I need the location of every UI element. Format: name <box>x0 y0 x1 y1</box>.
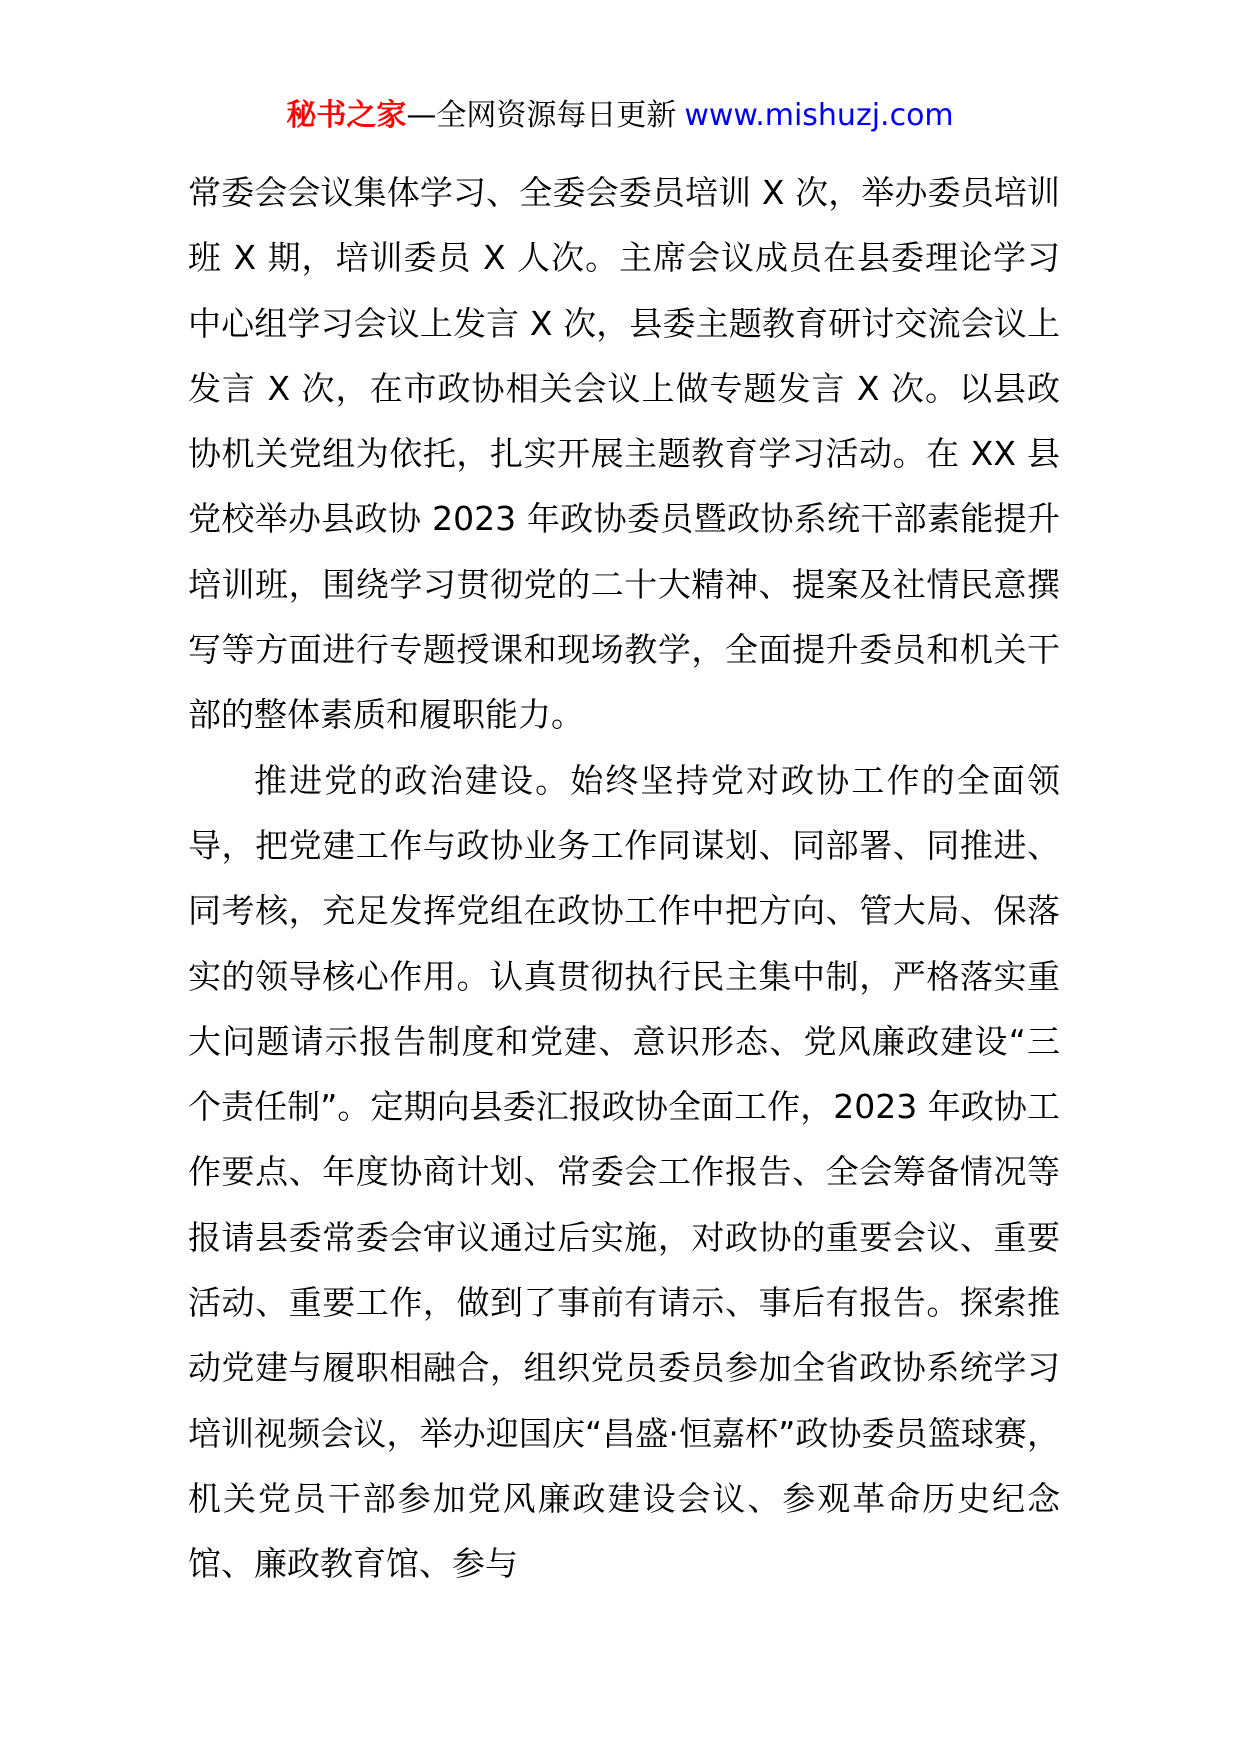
site-header <box>0 96 1240 136</box>
paragraph-party-political-building: 推进党的政治建设。始终坚持党对政协工作的全面领导，把党建工作与政协业务工作同谋划、同部署、同推进、同考核，充足发挥党组在政协工作中把方向、管大局、保落实的领导核心作用。认真贯彻执行民主集中制，严格落实重大问题请示报告制度和党建、意识形态、党风廉政建设“三个责任制”。定期向县委汇报政协全面工作，2023 年政协工作要点、年度协商计划、常委会工作报告、全会筹备情况等报请县委常委会审议通过后实施，对政协的重要会议、重要活动、重要工作，做到了事前有请示、事后有报告。探索推动党建与履职相融合，组织党员委员参加全省政协系统学习培训视频会议，举办迎国庆“昌盛·恒嘉杯”政协委员篮球赛，机关党员干部参加党风廉政建设会议、参观革命历史纪念馆、廉政教育馆、参与 <box>188 760 1060 1584</box>
site-slogan: —全网资源每日更新 <box>406 98 677 133</box>
site-brand: 秘书之家 <box>286 98 407 133</box>
site-url-link[interactable]: www.mishuzj.com <box>684 98 954 133</box>
paragraph-continued: 常委会会议集体学习、全委会委员培训 X 次，举办委员培训班 X 期，培训委员 X 人次。主席会议成员在县委理论学习中心组学习会议上发言 X 次，县委主题教育研讨交流会议上发言 X 次，在市政协相关会议上做专题发言 X 次。以县政协机关党组为依托，扎实开展主题教育学习活动。在 XX 县党校举办县政协 2023 年政协委员暨政协系统干部素能提升培训班，围绕学习贯彻党的二十大精神、提案及社情民意撰写等方面进行专题授课和现场教学，全面提升委员和机关干部的整体素质和履职能力。 <box>188 173 1060 735</box>
document-body <box>188 160 1060 1597</box>
